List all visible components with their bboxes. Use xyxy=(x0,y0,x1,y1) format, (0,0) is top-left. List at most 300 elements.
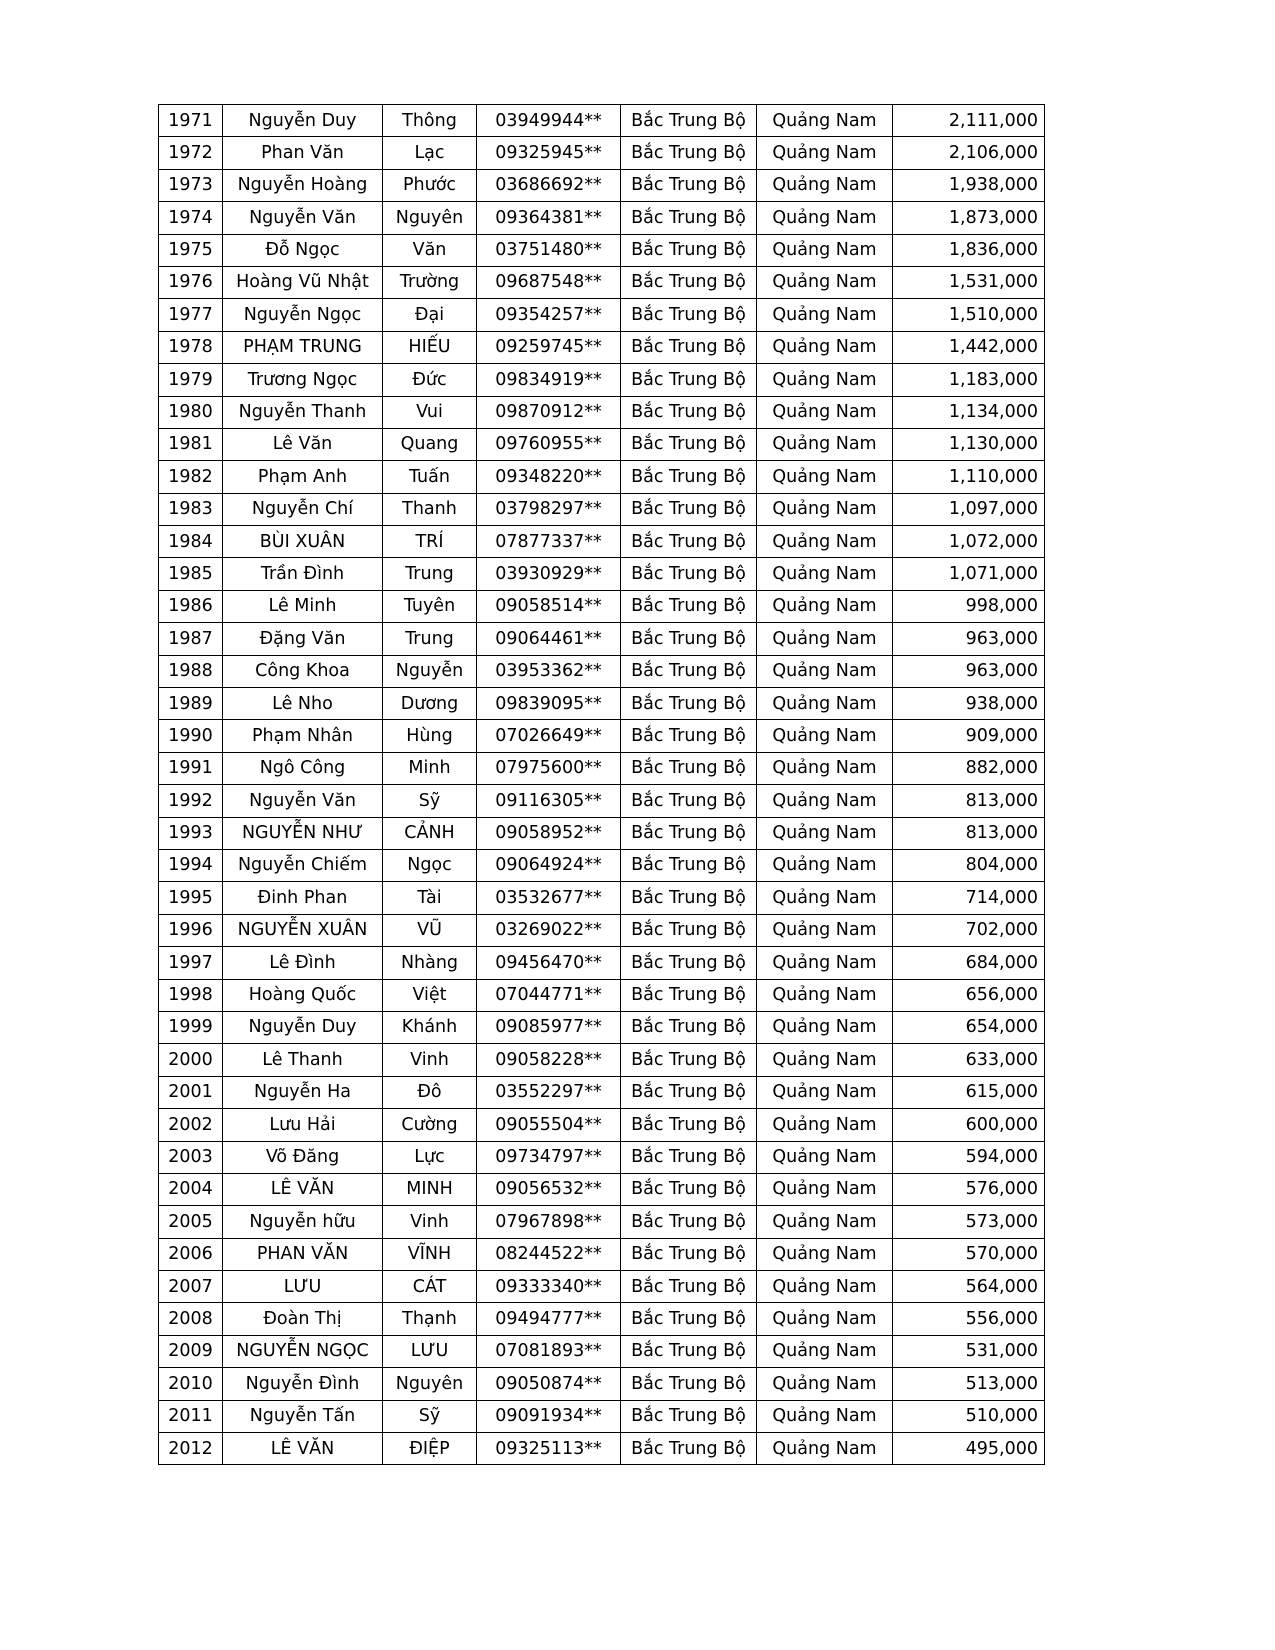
table-row xyxy=(159,234,1045,266)
given-name: Đại xyxy=(383,299,477,331)
phone-number: 09058952** xyxy=(477,817,621,849)
region: Bắc Trung Bộ xyxy=(621,590,757,622)
table-row xyxy=(159,1238,1045,1270)
province: Quảng Nam xyxy=(757,752,893,784)
province: Quảng Nam xyxy=(757,947,893,979)
province: Quảng Nam xyxy=(757,364,893,396)
row-index: 1976 xyxy=(159,266,223,298)
phone-number: 03949944** xyxy=(477,105,621,137)
amount: 938,000 xyxy=(893,688,1045,720)
row-index: 1974 xyxy=(159,202,223,234)
table-row xyxy=(159,331,1045,363)
row-index: 1986 xyxy=(159,590,223,622)
row-index: 1975 xyxy=(159,234,223,266)
table-row xyxy=(159,137,1045,169)
table-row xyxy=(159,1011,1045,1043)
given-name: Lực xyxy=(383,1141,477,1173)
province: Quảng Nam xyxy=(757,234,893,266)
amount: 1,510,000 xyxy=(893,299,1045,331)
province: Quảng Nam xyxy=(757,428,893,460)
family-name: NGUYỄN XUÂN xyxy=(223,914,383,946)
province: Quảng Nam xyxy=(757,1173,893,1205)
region: Bắc Trung Bộ xyxy=(621,1335,757,1367)
row-index: 2003 xyxy=(159,1141,223,1173)
amount: 963,000 xyxy=(893,655,1045,687)
region: Bắc Trung Bộ xyxy=(621,1044,757,1076)
row-index: 1982 xyxy=(159,461,223,493)
table-row xyxy=(159,817,1045,849)
province: Quảng Nam xyxy=(757,1433,893,1465)
row-index: 1988 xyxy=(159,655,223,687)
phone-number: 03798297** xyxy=(477,493,621,525)
family-name: Hoàng Vũ Nhật xyxy=(223,266,383,298)
province: Quảng Nam xyxy=(757,817,893,849)
amount: 684,000 xyxy=(893,947,1045,979)
phone-number: 03953362** xyxy=(477,655,621,687)
phone-number: 09091934** xyxy=(477,1400,621,1432)
row-index: 2000 xyxy=(159,1044,223,1076)
row-index: 1981 xyxy=(159,428,223,460)
amount: 1,531,000 xyxy=(893,266,1045,298)
given-name: Đô xyxy=(383,1076,477,1108)
amount: 1,442,000 xyxy=(893,331,1045,363)
family-name: Nguyễn hữu xyxy=(223,1206,383,1238)
province: Quảng Nam xyxy=(757,979,893,1011)
given-name: Nguyên xyxy=(383,202,477,234)
phone-number: 09064461** xyxy=(477,623,621,655)
family-name: Nguyễn Văn xyxy=(223,202,383,234)
family-name: BÙI XUÂN xyxy=(223,526,383,558)
province: Quảng Nam xyxy=(757,1109,893,1141)
table-row xyxy=(159,364,1045,396)
amount: 813,000 xyxy=(893,817,1045,849)
row-index: 2006 xyxy=(159,1238,223,1270)
row-index: 1973 xyxy=(159,169,223,201)
family-name: Nguyễn Chiếm xyxy=(223,849,383,881)
family-name: Lê Nho xyxy=(223,688,383,720)
region: Bắc Trung Bộ xyxy=(621,688,757,720)
table-row xyxy=(159,655,1045,687)
table-row xyxy=(159,1173,1045,1205)
row-index: 1993 xyxy=(159,817,223,849)
phone-number: 03269022** xyxy=(477,914,621,946)
phone-number: 09325945** xyxy=(477,137,621,169)
table-row xyxy=(159,1400,1045,1432)
given-name: Văn xyxy=(383,234,477,266)
region: Bắc Trung Bộ xyxy=(621,299,757,331)
region: Bắc Trung Bộ xyxy=(621,720,757,752)
given-name: Sỹ xyxy=(383,785,477,817)
table-row xyxy=(159,882,1045,914)
row-index: 1987 xyxy=(159,623,223,655)
family-name: Phạm Nhân xyxy=(223,720,383,752)
family-name: LÊ VĂN xyxy=(223,1433,383,1465)
table-row xyxy=(159,1368,1045,1400)
amount: 600,000 xyxy=(893,1109,1045,1141)
row-index: 2005 xyxy=(159,1206,223,1238)
province: Quảng Nam xyxy=(757,558,893,590)
given-name: Trung xyxy=(383,558,477,590)
given-name: Thanh xyxy=(383,493,477,525)
family-name: PHAN VĂN xyxy=(223,1238,383,1270)
row-index: 1978 xyxy=(159,331,223,363)
province: Quảng Nam xyxy=(757,785,893,817)
phone-number: 07967898** xyxy=(477,1206,621,1238)
phone-number: 03552297** xyxy=(477,1076,621,1108)
amount: 576,000 xyxy=(893,1173,1045,1205)
family-name: Lưu Hải xyxy=(223,1109,383,1141)
amount: 513,000 xyxy=(893,1368,1045,1400)
given-name: Phước xyxy=(383,169,477,201)
table-row xyxy=(159,785,1045,817)
amount: 510,000 xyxy=(893,1400,1045,1432)
row-index: 1997 xyxy=(159,947,223,979)
given-name: CÁT xyxy=(383,1271,477,1303)
amount: 714,000 xyxy=(893,882,1045,914)
region: Bắc Trung Bộ xyxy=(621,105,757,137)
phone-number: 09834919** xyxy=(477,364,621,396)
region: Bắc Trung Bộ xyxy=(621,1368,757,1400)
phone-number: 09259745** xyxy=(477,331,621,363)
amount: 495,000 xyxy=(893,1433,1045,1465)
row-index: 1979 xyxy=(159,364,223,396)
given-name: Trường xyxy=(383,266,477,298)
row-index: 2008 xyxy=(159,1303,223,1335)
amount: 633,000 xyxy=(893,1044,1045,1076)
row-index: 1992 xyxy=(159,785,223,817)
family-name: LÊ VĂN xyxy=(223,1173,383,1205)
table-row xyxy=(159,169,1045,201)
amount: 1,097,000 xyxy=(893,493,1045,525)
row-index: 1980 xyxy=(159,396,223,428)
given-name: Dương xyxy=(383,688,477,720)
table-row xyxy=(159,590,1045,622)
amount: 1,110,000 xyxy=(893,461,1045,493)
table-row xyxy=(159,1141,1045,1173)
province: Quảng Nam xyxy=(757,1335,893,1367)
region: Bắc Trung Bộ xyxy=(621,914,757,946)
amount: 556,000 xyxy=(893,1303,1045,1335)
region: Bắc Trung Bộ xyxy=(621,493,757,525)
table-row xyxy=(159,493,1045,525)
family-name: Lê Văn xyxy=(223,428,383,460)
table-row xyxy=(159,1109,1045,1141)
province: Quảng Nam xyxy=(757,882,893,914)
row-index: 2002 xyxy=(159,1109,223,1141)
family-name: Phan Văn xyxy=(223,137,383,169)
phone-number: 03751480** xyxy=(477,234,621,266)
region: Bắc Trung Bộ xyxy=(621,1303,757,1335)
row-index: 2009 xyxy=(159,1335,223,1367)
table-row xyxy=(159,105,1045,137)
region: Bắc Trung Bộ xyxy=(621,234,757,266)
row-index: 2012 xyxy=(159,1433,223,1465)
province: Quảng Nam xyxy=(757,396,893,428)
family-name: Nguyễn Duy xyxy=(223,105,383,137)
amount: 654,000 xyxy=(893,1011,1045,1043)
amount: 909,000 xyxy=(893,720,1045,752)
region: Bắc Trung Bộ xyxy=(621,655,757,687)
province: Quảng Nam xyxy=(757,590,893,622)
family-name: Lê Minh xyxy=(223,590,383,622)
row-index: 1989 xyxy=(159,688,223,720)
region: Bắc Trung Bộ xyxy=(621,1206,757,1238)
amount: 564,000 xyxy=(893,1271,1045,1303)
table-row xyxy=(159,914,1045,946)
given-name: Vui xyxy=(383,396,477,428)
province: Quảng Nam xyxy=(757,1400,893,1432)
family-name: Võ Đăng xyxy=(223,1141,383,1173)
table-row xyxy=(159,623,1045,655)
family-name: Đỗ Ngọc xyxy=(223,234,383,266)
region: Bắc Trung Bộ xyxy=(621,526,757,558)
family-name: Nguyễn Thanh xyxy=(223,396,383,428)
region: Bắc Trung Bộ xyxy=(621,169,757,201)
phone-number: 09364381** xyxy=(477,202,621,234)
region: Bắc Trung Bộ xyxy=(621,1400,757,1432)
province: Quảng Nam xyxy=(757,914,893,946)
region: Bắc Trung Bộ xyxy=(621,817,757,849)
given-name: Thông xyxy=(383,105,477,137)
row-index: 1971 xyxy=(159,105,223,137)
given-name: Lạc xyxy=(383,137,477,169)
phone-number: 07044771** xyxy=(477,979,621,1011)
amount: 656,000 xyxy=(893,979,1045,1011)
family-name: Nguyễn Đình xyxy=(223,1368,383,1400)
given-name: Trung xyxy=(383,623,477,655)
province: Quảng Nam xyxy=(757,169,893,201)
given-name: VĨNH xyxy=(383,1238,477,1270)
region: Bắc Trung Bộ xyxy=(621,202,757,234)
region: Bắc Trung Bộ xyxy=(621,266,757,298)
table-row xyxy=(159,299,1045,331)
given-name: Tuấn xyxy=(383,461,477,493)
region: Bắc Trung Bộ xyxy=(621,882,757,914)
region: Bắc Trung Bộ xyxy=(621,1271,757,1303)
phone-number: 09085977** xyxy=(477,1011,621,1043)
phone-number: 09050874** xyxy=(477,1368,621,1400)
phone-number: 09058228** xyxy=(477,1044,621,1076)
amount: 998,000 xyxy=(893,590,1045,622)
phone-number: 07877337** xyxy=(477,526,621,558)
given-name: Nguyễn xyxy=(383,655,477,687)
table-row xyxy=(159,202,1045,234)
province: Quảng Nam xyxy=(757,202,893,234)
amount: 882,000 xyxy=(893,752,1045,784)
region: Bắc Trung Bộ xyxy=(621,623,757,655)
table-row xyxy=(159,752,1045,784)
table-row xyxy=(159,1044,1045,1076)
phone-number: 08244522** xyxy=(477,1238,621,1270)
table-row xyxy=(159,720,1045,752)
table-row xyxy=(159,1335,1045,1367)
family-name: Công Khoa xyxy=(223,655,383,687)
family-name: Nguyễn Hoàng xyxy=(223,169,383,201)
table-row xyxy=(159,947,1045,979)
region: Bắc Trung Bộ xyxy=(621,396,757,428)
table-row xyxy=(159,396,1045,428)
phone-number: 09325113** xyxy=(477,1433,621,1465)
region: Bắc Trung Bộ xyxy=(621,849,757,881)
region: Bắc Trung Bộ xyxy=(621,364,757,396)
province: Quảng Nam xyxy=(757,1141,893,1173)
row-index: 1998 xyxy=(159,979,223,1011)
row-index: 2010 xyxy=(159,1368,223,1400)
given-name: Cường xyxy=(383,1109,477,1141)
amount: 2,111,000 xyxy=(893,105,1045,137)
row-index: 1985 xyxy=(159,558,223,590)
table-row xyxy=(159,1206,1045,1238)
table-row xyxy=(159,979,1045,1011)
province: Quảng Nam xyxy=(757,1206,893,1238)
phone-number: 09055504** xyxy=(477,1109,621,1141)
phone-number: 09494777** xyxy=(477,1303,621,1335)
province: Quảng Nam xyxy=(757,461,893,493)
phone-number: 09760955** xyxy=(477,428,621,460)
given-name: Thạnh xyxy=(383,1303,477,1335)
amount: 963,000 xyxy=(893,623,1045,655)
given-name: VŨ xyxy=(383,914,477,946)
phone-number: 09116305** xyxy=(477,785,621,817)
given-name: Tuyên xyxy=(383,590,477,622)
given-name: Nhàng xyxy=(383,947,477,979)
province: Quảng Nam xyxy=(757,105,893,137)
family-name: Phạm Anh xyxy=(223,461,383,493)
province: Quảng Nam xyxy=(757,1368,893,1400)
family-name: Trương Ngọc xyxy=(223,364,383,396)
amount: 1,130,000 xyxy=(893,428,1045,460)
given-name: Sỹ xyxy=(383,1400,477,1432)
given-name: Đức xyxy=(383,364,477,396)
amount: 594,000 xyxy=(893,1141,1045,1173)
family-name: Lê Thanh xyxy=(223,1044,383,1076)
province: Quảng Nam xyxy=(757,623,893,655)
family-name: Ngô Công xyxy=(223,752,383,784)
phone-number: 09354257** xyxy=(477,299,621,331)
region: Bắc Trung Bộ xyxy=(621,979,757,1011)
given-name: Minh xyxy=(383,752,477,784)
province: Quảng Nam xyxy=(757,720,893,752)
given-name: Việt xyxy=(383,979,477,1011)
amount: 570,000 xyxy=(893,1238,1045,1270)
row-index: 2011 xyxy=(159,1400,223,1432)
amount: 1,072,000 xyxy=(893,526,1045,558)
phone-number: 09687548** xyxy=(477,266,621,298)
phone-number: 09064924** xyxy=(477,849,621,881)
amount: 1,071,000 xyxy=(893,558,1045,590)
province: Quảng Nam xyxy=(757,849,893,881)
given-name: Quang xyxy=(383,428,477,460)
phone-number: 03532677** xyxy=(477,882,621,914)
phone-number: 09456470** xyxy=(477,947,621,979)
row-index: 1995 xyxy=(159,882,223,914)
table-row xyxy=(159,461,1045,493)
province: Quảng Nam xyxy=(757,1076,893,1108)
region: Bắc Trung Bộ xyxy=(621,137,757,169)
family-name: Nguyễn Duy xyxy=(223,1011,383,1043)
family-name: Đinh Phan xyxy=(223,882,383,914)
province: Quảng Nam xyxy=(757,688,893,720)
row-index: 1994 xyxy=(159,849,223,881)
family-name: PHẠM TRUNG xyxy=(223,331,383,363)
region: Bắc Trung Bộ xyxy=(621,558,757,590)
row-index: 1977 xyxy=(159,299,223,331)
row-index: 1999 xyxy=(159,1011,223,1043)
phone-number: 09333340** xyxy=(477,1271,621,1303)
family-name: Hoàng Quốc xyxy=(223,979,383,1011)
given-name: Khánh xyxy=(383,1011,477,1043)
row-index: 2001 xyxy=(159,1076,223,1108)
region: Bắc Trung Bộ xyxy=(621,461,757,493)
row-index: 1983 xyxy=(159,493,223,525)
table-row xyxy=(159,1303,1045,1335)
given-name: Vinh xyxy=(383,1206,477,1238)
family-name: Đặng Văn xyxy=(223,623,383,655)
province: Quảng Nam xyxy=(757,1271,893,1303)
given-name: Ngọc xyxy=(383,849,477,881)
table-row xyxy=(159,1076,1045,1108)
phone-number: 09839095** xyxy=(477,688,621,720)
region: Bắc Trung Bộ xyxy=(621,785,757,817)
table-row xyxy=(159,688,1045,720)
region: Bắc Trung Bộ xyxy=(621,1141,757,1173)
table-row xyxy=(159,266,1045,298)
amount: 615,000 xyxy=(893,1076,1045,1108)
row-index: 1990 xyxy=(159,720,223,752)
region: Bắc Trung Bộ xyxy=(621,1109,757,1141)
table-row xyxy=(159,1271,1045,1303)
region: Bắc Trung Bộ xyxy=(621,1076,757,1108)
given-name: Hùng xyxy=(383,720,477,752)
row-index: 1996 xyxy=(159,914,223,946)
family-name: Nguyễn Văn xyxy=(223,785,383,817)
phone-number: 09056532** xyxy=(477,1173,621,1205)
province: Quảng Nam xyxy=(757,1238,893,1270)
phone-number: 09058514** xyxy=(477,590,621,622)
phone-number: 09870912** xyxy=(477,396,621,428)
amount: 531,000 xyxy=(893,1335,1045,1367)
given-name: Tài xyxy=(383,882,477,914)
province: Quảng Nam xyxy=(757,266,893,298)
family-name: Nguyễn Ha xyxy=(223,1076,383,1108)
province: Quảng Nam xyxy=(757,655,893,687)
amount: 1,938,000 xyxy=(893,169,1045,201)
row-index: 1972 xyxy=(159,137,223,169)
table-row xyxy=(159,558,1045,590)
amount: 1,134,000 xyxy=(893,396,1045,428)
province: Quảng Nam xyxy=(757,526,893,558)
region: Bắc Trung Bộ xyxy=(621,1238,757,1270)
row-index: 2004 xyxy=(159,1173,223,1205)
table-row xyxy=(159,849,1045,881)
given-name: Nguyên xyxy=(383,1368,477,1400)
phone-number: 09734797** xyxy=(477,1141,621,1173)
province: Quảng Nam xyxy=(757,493,893,525)
province: Quảng Nam xyxy=(757,299,893,331)
given-name: Vinh xyxy=(383,1044,477,1076)
phone-number: 07026649** xyxy=(477,720,621,752)
region: Bắc Trung Bộ xyxy=(621,1433,757,1465)
family-name: NGUYỄN NGỌC xyxy=(223,1335,383,1367)
family-name: LƯU xyxy=(223,1271,383,1303)
table-row xyxy=(159,428,1045,460)
family-name: Nguyễn Tấn xyxy=(223,1400,383,1432)
family-name: Nguyễn Ngọc xyxy=(223,299,383,331)
phone-number: 09348220** xyxy=(477,461,621,493)
row-index: 2007 xyxy=(159,1271,223,1303)
given-name: TRÍ xyxy=(383,526,477,558)
family-name: Trần Đình xyxy=(223,558,383,590)
